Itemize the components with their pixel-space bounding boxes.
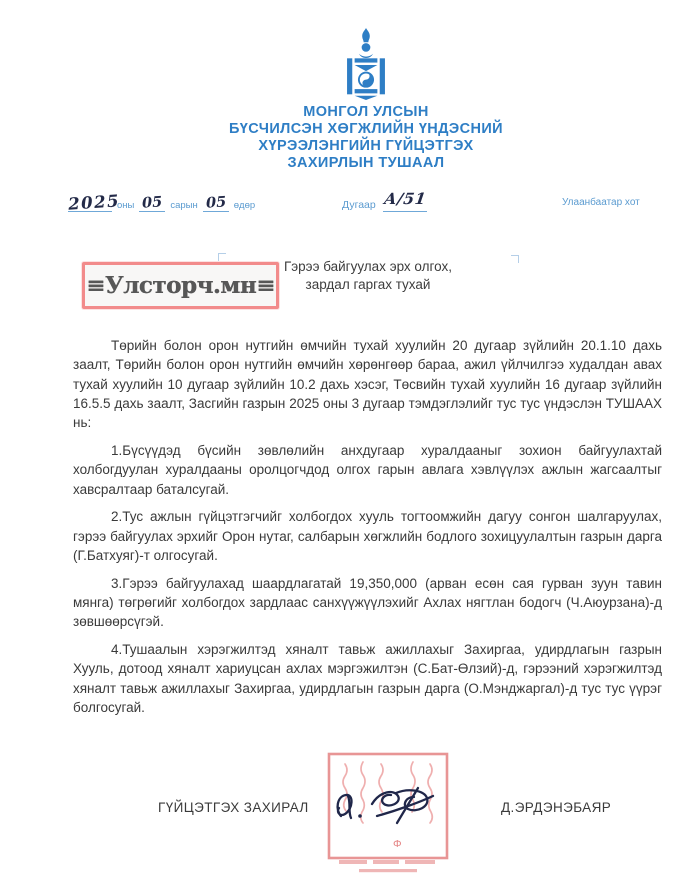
legal-basis-paragraph: Төрийн болон орон нутгийн өмчийн тухай хуулийн 20 дугаар зүйлийн 20.1.10 дахь заалт, Төрийн болон орон нутгийн өмчийн хөрөнгөөр бараа, ажил үйлчилгээ худалдан авах тухай хуулийн 10 дугаар зүйлийн 10.2 дахь хэсэг, Төсвийн тухай хуулийн 16 дугаар зүйлийн 16.5.5 дахь заалт, Засгийн газрын 2025 оны 3 дугаар тэмдэглэлийг тус тус үндэслэн ТУШААХ нь: [73, 338, 662, 431]
svg-text:Ф: Ф [393, 839, 402, 850]
day-label: өдөр [233, 200, 256, 211]
signature-scribble [330, 783, 455, 833]
order-item-3: 3.Гэрээ байгуулахад шаардлагатай 19,350,000 (арван есөн сая гурван зуун тавин мянга) төгрөгийг холбогдох зардлаас санхүүжүүлэхийг Ахлах нягтлан бодогч (Ч.Аюурзана)-д зөвшөөрсүгэй. [73, 575, 662, 630]
soyombo-emblem-icon [347, 28, 385, 100]
document-body [73, 330, 662, 726]
org-header [36, 104, 688, 172]
date-fields [68, 188, 255, 212]
signatory-role: ГҮЙЦЭТГЭХ ЗАХИРАЛ [158, 800, 309, 815]
handwritten-number: А/51 [382, 189, 428, 208]
order-item-4: 4.Тушаалын хэрэгжилтэд хяналт тавьж ажиллахыг Захиргаа, удирдлагын газрын Хууль, дотоод хяналт хариуцсан ахлах мэргэжилтэн (С.Бат-Өлзий)-д, гэрээний хэрэгжилтэд хяналт тавьж ажиллахыг Захиргаа, удирдлагын газрын дарга (О.Мэнджаргал)-д тус тус үүрэг болгосугай. [73, 642, 662, 716]
title-line-2: зардал гаргах тухай [305, 277, 431, 292]
order-item-1: 1.Бүсүүдэд бүсийн зөвлөлийн анхдугаар хуралдааныг зохион байгуулахтай холбогдуулан хуралдааны оролцогчдод олгох гарын авлага хэвлүүлэх ажлын жагсаалтыг хавсралтаар баталсугай. [73, 442, 662, 497]
number-label: Дугаар [342, 199, 376, 211]
year-label: оны [117, 200, 135, 211]
document-title [268, 258, 468, 294]
header-line-institute-2: ХҮРЭЭЛЭНГИЙН ГҮЙЦЭТГЭХ [258, 138, 474, 154]
number-field [383, 191, 427, 212]
signatory-name: Д.ЭРДЭНЭБАЯР [501, 800, 612, 815]
header-line-institute-1: БҮСЧИЛСЭН ХӨГЖЛИЙН ҮНДЭСНИЙ [228, 121, 504, 137]
month-field [139, 193, 165, 212]
title-line-1: Гэрээ байгуулах эрх олгох, [283, 259, 453, 274]
order-item-2: 2.Тус ажлын гүйцэтгэгчийг холбогдох хууль тогтоомжийн дагуу сонгон шалгаруулах, гэрээ байгуулах эрхийг Орон нутаг, салбарын хөгжлийн бодлого зохицуулалтын газрын дарга (Г.Батхуяг)-т олгосугай. [73, 509, 662, 563]
year-field [67, 191, 121, 214]
watermark-text: ≡Улсторч.мн≡ [86, 272, 275, 299]
handwritten-month: 05 [141, 193, 164, 212]
month-label: сарын [170, 200, 198, 211]
corner-mark-left [218, 253, 226, 261]
news-site-watermark [82, 262, 279, 309]
city-label: Улаанбаатар хот [562, 197, 640, 208]
handwritten-year: 2025 [67, 191, 121, 214]
document-number-field [342, 186, 427, 212]
day-field [203, 193, 229, 212]
header-line-country: МОНГОЛ УЛСЫН [303, 104, 429, 120]
handwritten-day: 05 [205, 193, 227, 212]
corner-mark-right [511, 255, 519, 263]
header-line-order: ЗАХИРЛЫН ТУШААЛ [287, 155, 445, 171]
